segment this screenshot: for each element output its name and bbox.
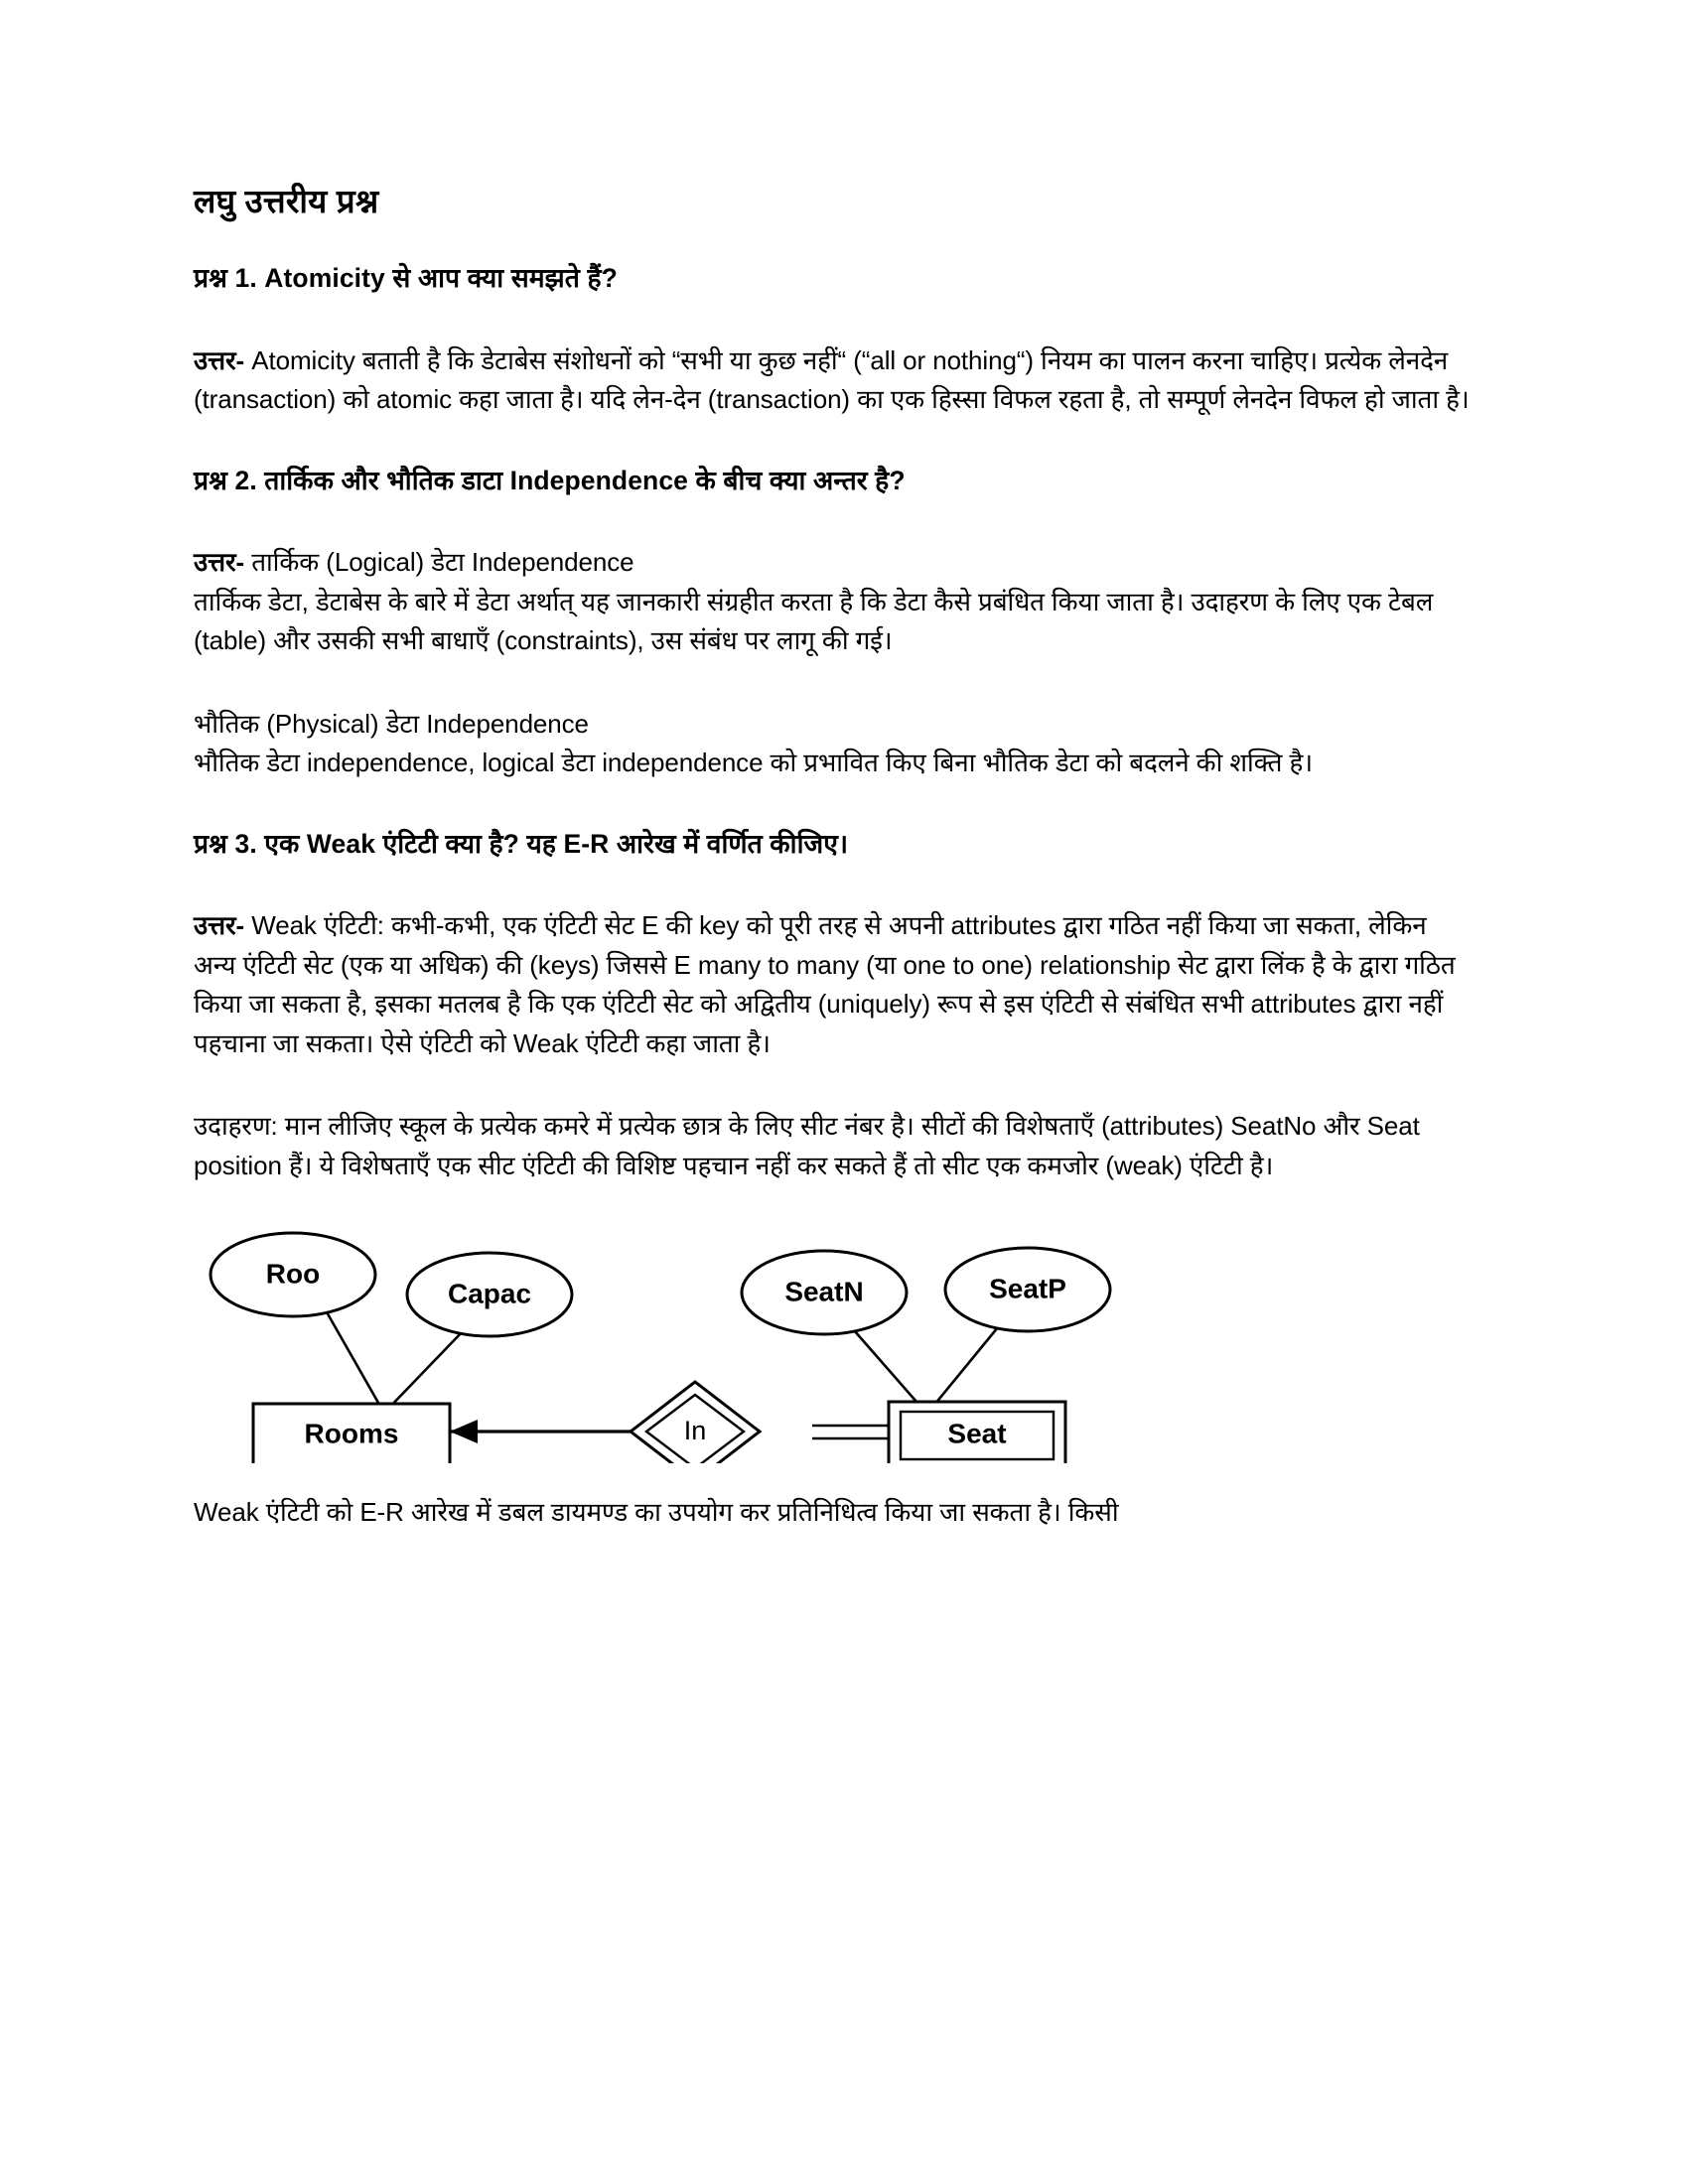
question-2-answer-logical-body: तार्किक डेटा, डेटाबेस के बारे में डेटा अर्थात् यह जानकारी संग्रहीत करता है कि डेटा कैसे प्रबंधित किया जाता है। उदाहरण के लिए एक टेबल (table) और उसकी सभी बाधाएँ (constraints), उस संबंध पर लागू की गई। [194,586,1434,656]
entity-seat-label: Seat [947,1418,1007,1449]
edge-seatpos-to-seat [930,1327,998,1410]
question-1-heading: प्रश्न 1. Atomicity से आप क्या समझते हैं? [194,263,618,294]
answer-text-1: Atomicity बताती है कि डेटाबेस संशोधनों को “सभी या कुछ नहीं“ (“all or nothing“) नियम का पालन करना चाहिए। प्रत्येक लेनदेन (transaction) को atomic कहा जाता है। यदि लेन-देन (transaction) का एक हिस्सा विफल रहता है, तो सम्पूर्ण लेनदेन विफल हो जाता है। [194,344,1470,415]
answer-label-1: उत्तर- [194,344,245,375]
question-2-heading: प्रश्न 2. तार्किक और भौतिक डाटा Independence के बीच क्या अन्तर है? [194,465,906,495]
page-title: लघु उत्तरीय प्रश्न [194,183,379,219]
answer-label-3: उत्तर- [194,910,245,941]
question-3-example: उदाहरण: मान लीजिए स्कूल के प्रत्येक कमरे में प्रत्येक छात्र के लिए सीट नंबर है। सीटों की विशेषताएँ (attributes) SeatNo और Seat position हैं। ये विशेषताएँ एक सीट एंटिटी की विशिष्ट पहचान नहीं कर सकते हैं तो सीट एक कमजोर (weak) एंटिटी है। [194,1111,1420,1180]
answer-text-3: Weak एंटिटी: कभी-कभी, एक एंटिटी सेट E की key को पूरी तरह से अपनी attributes द्वारा गठित नहीं किया जा सकता, लेकिन अन्य एंटिटी सेट (एक या अधिक) की (keys) जिससे E many to many (या one to one) relationship सेट द्वारा लिंक है के द्वारा गठित किया जा सकता है, इसका मतलब है कि एक एंटिटी सेट को अद्वितीय (uniquely) रूप से इस एंटिटी से संबंधित सभी attributes द्वारा नहीं पहचाना जा सकता। ऐसे एंटिटी को Weak एंटिटी कहा जाता है। [194,910,1456,1058]
question-1-answer [194,341,1475,420]
er-diagram-canvas [194,1215,1475,1463]
document-content [194,181,1475,1576]
answer-text-2-logical-title: तार्किक (Logical) डेटा Independence [244,547,634,578]
attribute-seatpos-label: SeatP [989,1273,1066,1304]
er-diagram [194,1215,1475,1463]
question-2-answer-line1 [194,543,1475,583]
answer-label-2: उत्तर- [194,547,245,578]
entity-rooms-label: Rooms [304,1418,399,1449]
attribute-roo-label: Roo [265,1258,321,1290]
edge-seatno-to-seat [854,1330,923,1410]
question-2-physical-subheading: भौतिक (Physical) डेटा Independence [194,708,589,739]
question-2-physical-body: भौतिक डेटा independence, logical डेटा independence को प्रभावित किए बिना भौतिक डेटा को बदलने की शक्ति है। [194,748,1313,778]
edge-roo-to-rooms [326,1310,382,1410]
attribute-seatno-label: SeatN [784,1276,864,1307]
arrowhead-icon [450,1420,478,1443]
question-3-closing: Weak एंटिटी को E-R आरेख में डबल डायमण्ड का उपयोग कर प्रतिनिधित्व किया जा सकता है। किसी [194,1497,1119,1528]
attribute-capac-label: Capac [447,1278,532,1309]
edge-capac-to-rooms [387,1330,464,1410]
relationship-in-label: In [683,1416,707,1446]
question-3-heading: प्रश्न 3. एक Weak एंटिटी क्या है? यह E-R आरेख में वर्णित कीजिए। [194,828,849,859]
question-3-answer [194,906,1475,1063]
